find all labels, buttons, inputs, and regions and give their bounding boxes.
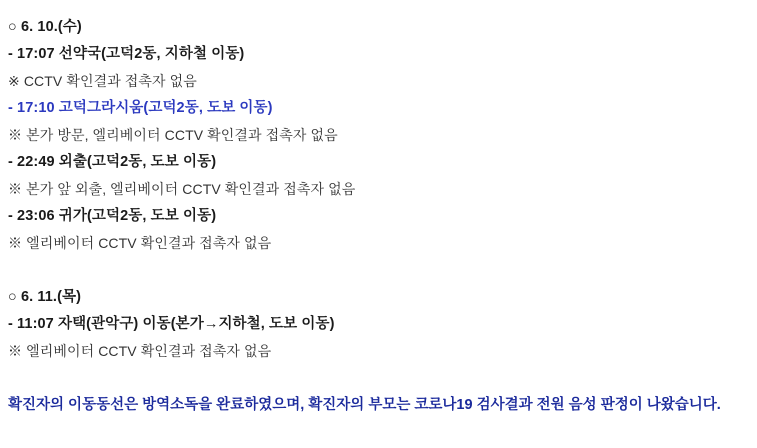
note-line: ※ 엘리베이터 CCTV 확인결과 접촉자 없음 [8,343,272,359]
movement-line: - 11:07 자택(관악구) 이동(본가→지하철, 도보 이동) [8,316,335,332]
blank-line [8,365,747,392]
note-line: ※ 본가 앞 외출, 엘리베이터 CCTV 확인결과 접촉자 없음 [8,181,356,197]
note-line: ※ 본가 방문, 엘리베이터 CCTV 확인결과 접촉자 없음 [8,127,338,143]
date-heading: ○ 6. 10.(수) [8,19,82,35]
note-line: ※ CCTV 확인결과 접촉자 없음 [8,73,197,89]
summary-paragraph: 확진자의 이동동선은 방역소독을 완료하였으며, 확진자의 부모는 코로나19 검사결과 전원 음성 판정이 나왔습니다. [8,397,721,413]
movement-line: - 22:49 외출(고덕2동, 도보 이동) [8,154,217,170]
movement-line: - 23:06 귀가(고덕2동, 도보 이동) [8,208,217,224]
movement-line: - 17:07 선약국(고덕2동, 지하철 이동) [8,46,245,62]
note-line: ※ 엘리베이터 CCTV 확인결과 접촉자 없음 [8,235,272,251]
date-heading: ○ 6. 11.(목) [8,289,82,305]
blank-line [8,257,747,284]
movement-line: - 17:10 고덕그라시움(고덕2동, 도보 이동) [8,100,273,116]
